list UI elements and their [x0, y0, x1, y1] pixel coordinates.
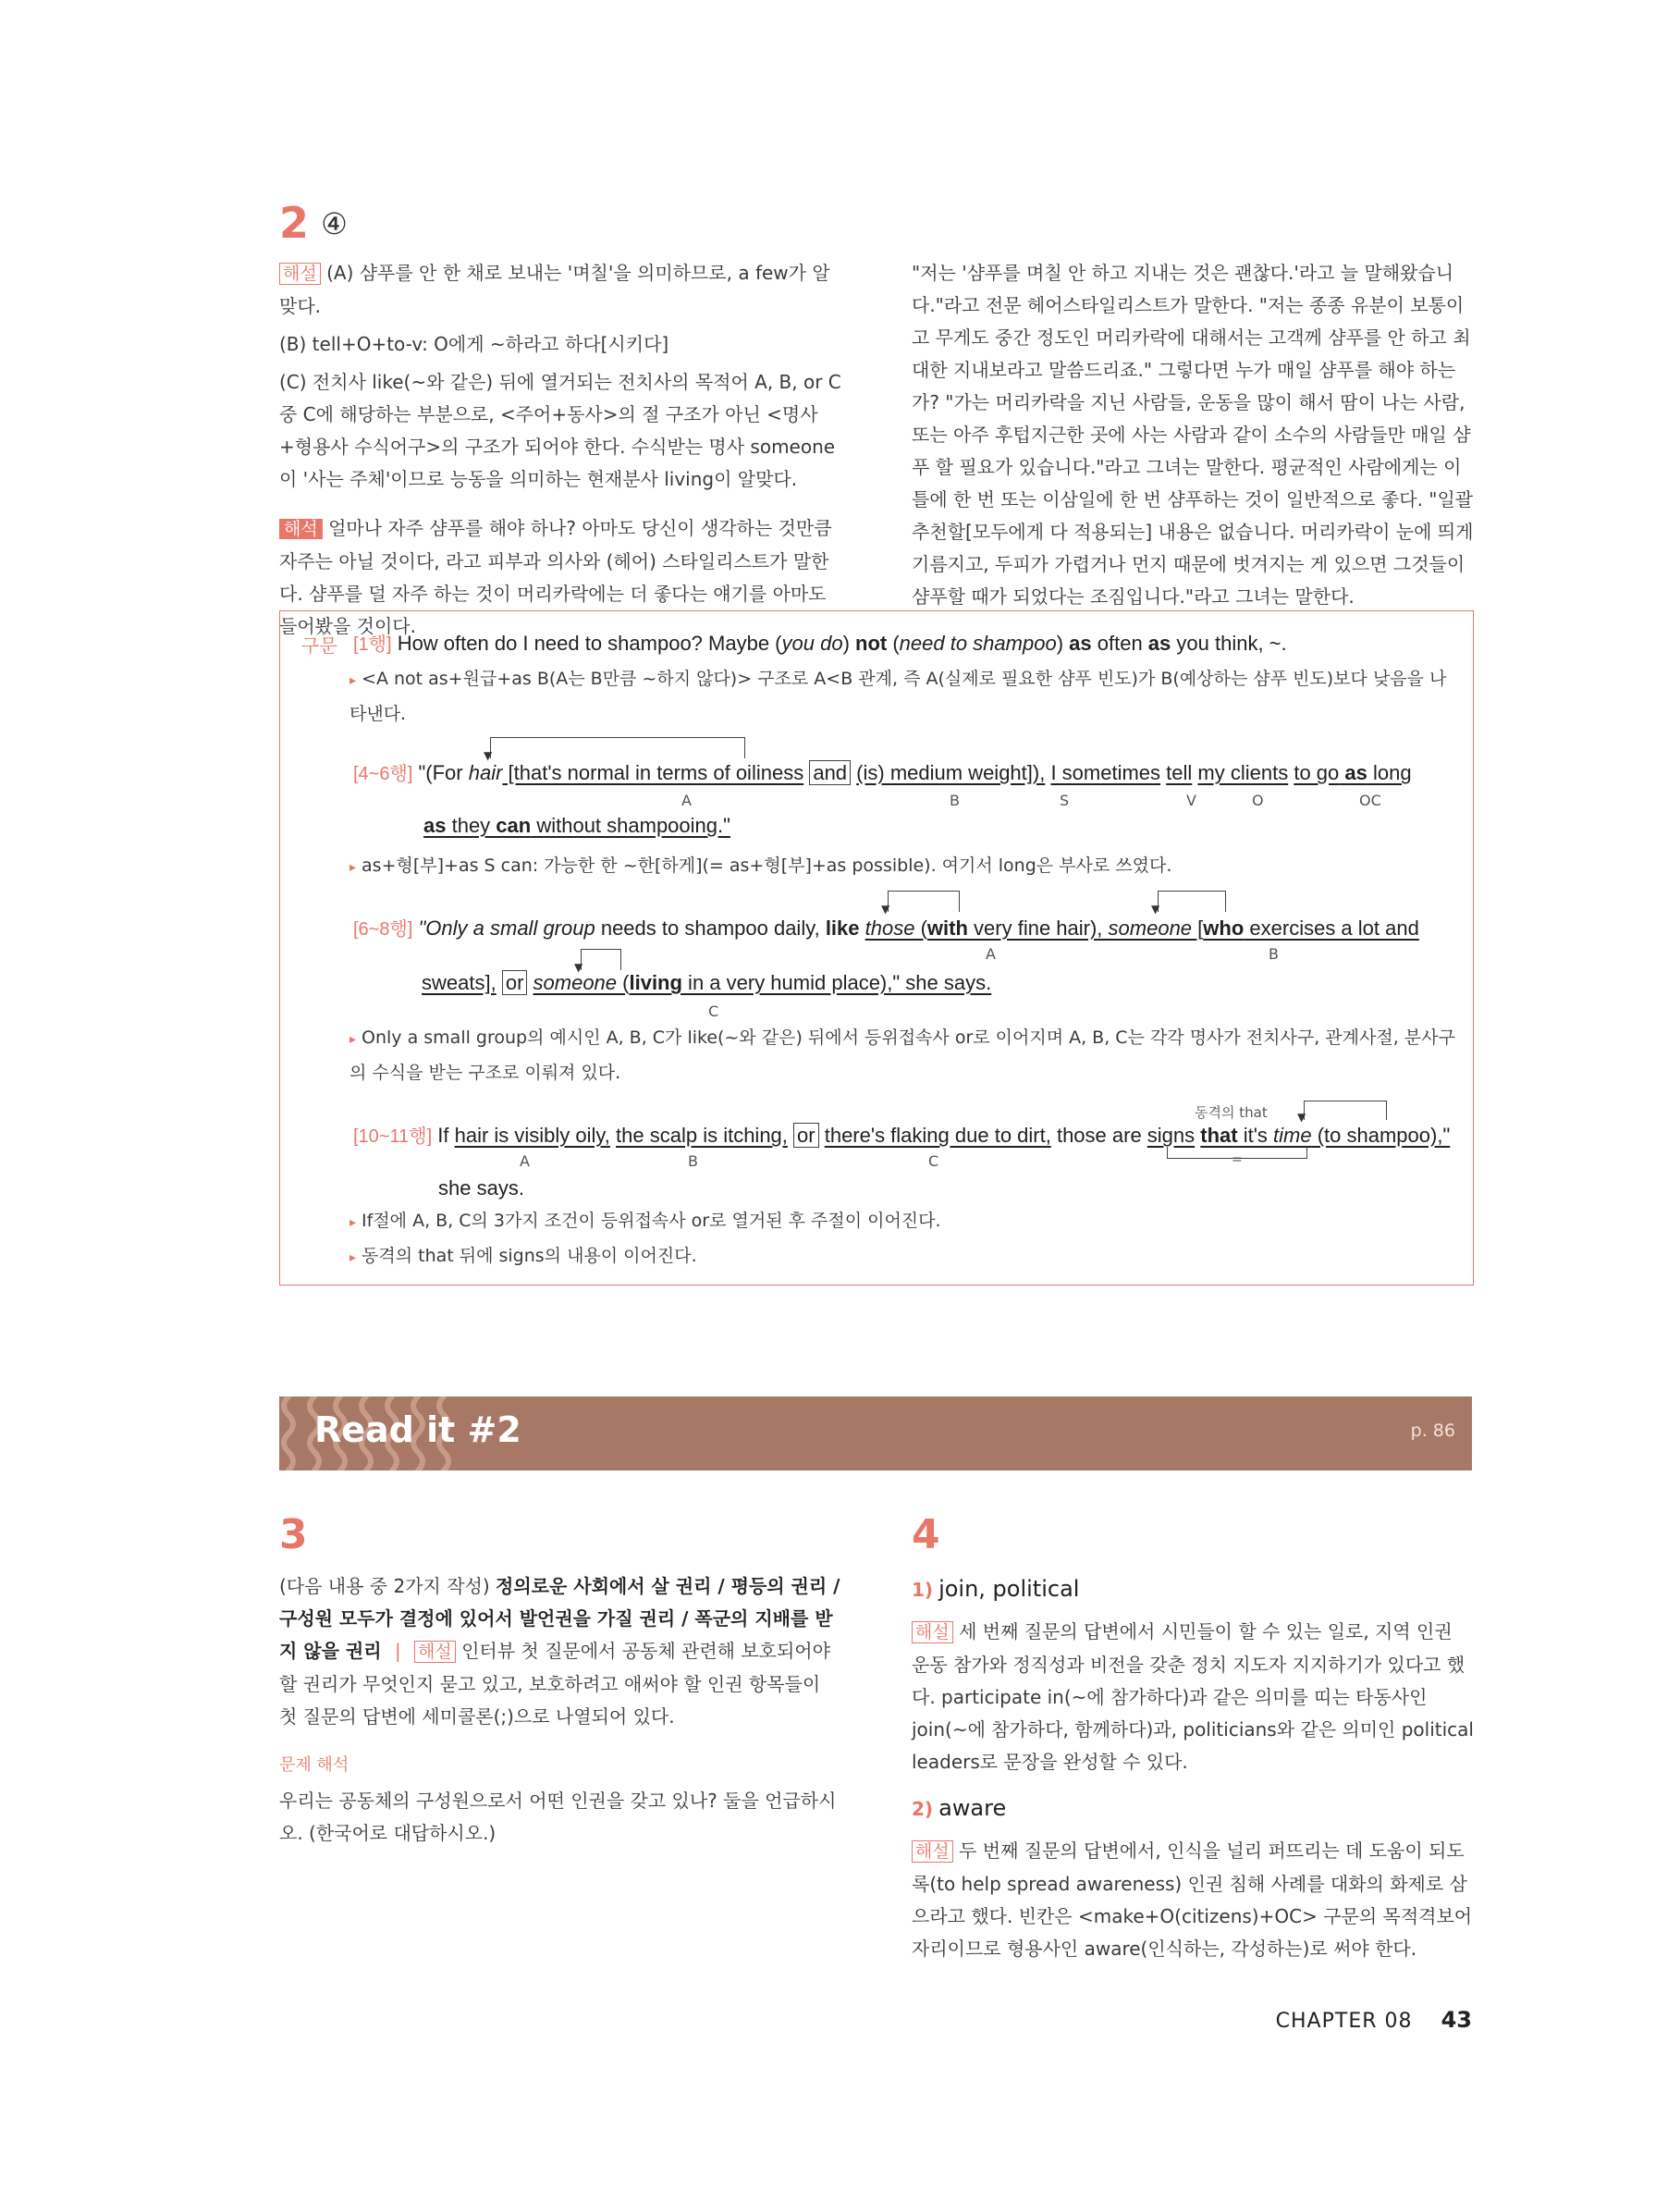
s4-italic: time: [1273, 1124, 1312, 1147]
translation-tag: 해석: [279, 519, 323, 539]
q2-right-column: [912, 257, 1474, 613]
q2-explanation-c: (C) 전치사 like(~와 같은) 뒤에 열거되는 전치사의 목적어 A, B, or C 중 C에 해당하는 부분으로, <주어+동사>의 절 구조가 아닌 <명사+형용사 수식어구>의 구조가 되어야 한다. 수식받는 명사 someone이 '사는 주체'이므로 능동을 의미하는 현재분사 living이 알맞다.: [279, 371, 841, 490]
explanation-tag: 해설: [912, 1840, 953, 1863]
s2-part-a: [that's normal in terms of oiliness: [502, 761, 804, 784]
sentence-1: [353, 629, 1287, 656]
s3-text: [: [1192, 917, 1204, 940]
s3-text: (: [617, 971, 630, 994]
s2-arrow-icon: ▼: [484, 749, 493, 762]
s4-note-1: [349, 1204, 1455, 1239]
s4-part-a: hair is visibly oily,: [454, 1124, 610, 1147]
q4-explanation-1: [912, 1616, 1474, 1778]
sentence-3-note: [349, 1021, 1455, 1089]
bullet-icon: ▸: [349, 1032, 357, 1047]
bullet-icon: ▸: [349, 1215, 357, 1230]
explanation-tag: 해설: [414, 1641, 456, 1663]
q2-line-a: (A) 샴푸를 안 한 채로 보내는 '며칠'을 의미하므로, a few가 알맞다.: [279, 262, 830, 317]
s2-object: my clients: [1197, 761, 1289, 784]
sentence-3-ref: [6~8행]: [353, 919, 413, 940]
s2-bold: can: [496, 814, 532, 837]
s2-bold: as: [423, 814, 447, 837]
s1-bold: as: [1147, 632, 1171, 655]
s3-bracket-b: [1158, 891, 1226, 912]
q4-explanation-2: [912, 1835, 1474, 1965]
q3-instruction: (다음 내용 중 2가지 작성): [279, 1575, 496, 1597]
page-number: 43: [1441, 2007, 1472, 2033]
sentence-3: [353, 914, 1419, 941]
bullet-icon: ▸: [349, 1250, 357, 1265]
s3-italic: someone: [1108, 917, 1193, 940]
s2-verb: tell: [1166, 761, 1193, 784]
q2-answer: ④: [321, 206, 348, 241]
s1-text: How often do I need to shampoo? Maybe (: [397, 632, 782, 655]
s2-label-b: B: [950, 792, 960, 809]
s4-appositive-clause: [1200, 1124, 1450, 1147]
q3-sub-title: 문제 해석: [279, 1755, 349, 1775]
s3-italic: "Only a small group: [418, 917, 595, 940]
s4-label-c: C: [928, 1152, 939, 1170]
q3-sub-text: 우리는 공동체의 구성원으로서 어떤 인권을 갖고 있나? 둘을 언급하시오. (한국어로 대답하시오.): [279, 1790, 837, 1844]
s2-label-v: V: [1186, 792, 1196, 809]
s3-part-b: [1109, 917, 1419, 940]
s1-text: you think, ~.: [1171, 632, 1287, 655]
s1-text: often: [1091, 632, 1148, 655]
s3-bracket-a: [888, 891, 960, 912]
s3-arrow-b-icon: ▼: [1151, 903, 1160, 916]
s3-part-c: [533, 971, 992, 994]
q4-answer-2-text: aware: [938, 1795, 1007, 1821]
sentence-2-note: [349, 849, 1455, 884]
q2-translation-text-a: 얼마나 자주 샴푸를 해야 하나? 아마도 당신이 생각하는 것만큼 자주는 아닐 것이다, 라고 피부과 의사와 (헤어) 스타일리스트가 말한다. 샴푸를 덜 자주 하는 것이 머리카락에는 더 좋다는 얘기를 아마도 들어봤을 것이다.: [279, 517, 832, 637]
s2-label-oc: OC: [1359, 792, 1381, 809]
s4-note-text: If절에 A, B, C의 3가지 조건이 등위접속사 or로 열거된 후 주절이 이어진다.: [362, 1211, 941, 1231]
q4-answer-1: [912, 1572, 1474, 1606]
s2-text: without shampooing.": [531, 814, 730, 837]
s4-label-b: B: [688, 1152, 698, 1170]
s3-label-c: C: [708, 1003, 719, 1020]
q4-answer-2: [912, 1791, 1474, 1826]
q2-header: [279, 198, 348, 253]
s3-text: (: [914, 917, 927, 940]
s3-italic: someone: [533, 971, 618, 994]
q2-explanation-a: [279, 257, 843, 323]
s2-text: they: [446, 814, 497, 837]
q2-translation-b: "저는 '샴푸를 며칠 안 하고 지내는 것은 괜찮다.'라고 늘 말해왔습니다."라고 전문 헤어스타일리스트가 말한다. "저는 종종 유분이 보통이고 무게도 중간 정도인 머리카락에 대해서는 고객께 샴푸를 안 하고 최대한 지내보라고 말씀드리죠." 그렇다면 누가 매일 샴푸를 해야 하는가? "가는 머리카락을 지닌 사람들, 운동을 많이 해서 땀이 나는 사람, 또는 아주 후텁지근한 곳에 사는 사람과 같이 소수의 사람들만 매일 샴푸 할 필요가 있습니다."라고 그녀는 말한다. 평균적인 사람에게는 이틀에 한 번 또는 이삼일에 한 번 샴푸하는 것이 일반적으로 좋다. "일괄 추천할[모두에게 다 적용되는] 내용은 없습니다. 머리카락이 눈에 띄게 기름지고, 두피가 가렵거나 먼지 때문에 벗겨지는 게 있으면 그것들이 샴푸할 때가 되었다는 조짐입니다."라고 그녀는 말한다.: [912, 262, 1474, 608]
s4-text: If: [437, 1124, 455, 1147]
footer: [1257, 2007, 1472, 2033]
s2-conjunction-box: and: [809, 760, 851, 785]
sentence-2-line-2: [423, 814, 730, 838]
s3-bold: with: [926, 917, 968, 940]
s1-text: ): [842, 632, 856, 655]
q3-explanation: 인터뷰 첫 질문에서 공동체 관련해 보호되어야 할 권리가 무엇인지 묻고 있고, 보호하려고 애써야 할 인권 항목들이 첫 질문의 답변에 세미콜론(;)으로 나열되어 있다.: [279, 1640, 830, 1728]
s2-label-s: S: [1060, 792, 1070, 809]
sentence-4-ref: [10~11행]: [353, 1126, 433, 1147]
bullet-icon: ▸: [349, 673, 357, 688]
banner-title: Read it #2: [314, 1409, 521, 1450]
s2-italic: hair: [468, 761, 503, 784]
s2-bracket: [490, 737, 745, 758]
sentence-4-notes: [349, 1204, 1455, 1274]
banner-page-ref: p. 86: [1410, 1421, 1455, 1441]
answer-number: 2): [912, 1798, 934, 1820]
s2-note-text: as+형[부]+as S can: 가능한 한 ~한[하게](= as+형[부]+as possible). 여기서 long은 부사로 쓰였다.: [362, 855, 1172, 876]
s4-equals-sign: =: [1232, 1152, 1243, 1167]
s2-line2-underlined: [423, 814, 730, 837]
s3-label-a: A: [986, 945, 996, 963]
read-it-banner: [279, 1396, 1472, 1470]
q4-explanation-1-text: 세 번째 질문의 답변에서 시민들이 할 수 있는 일로, 지역 인권 운동 참가와 정직성과 비전을 갖춘 정치 지도자 지지하기가 있다고 했다. participate in(~에 참가하다)과 같은 의미를 띠는 타동사인 join(~에 참가하다, 함께하다)과, politicians와 같은 의미인 political leaders로 문장을 완성할 수 있다.: [912, 1620, 1474, 1773]
s4-part-c: there's flaking due to dirt,: [824, 1124, 1051, 1147]
s4-bold: that: [1200, 1124, 1238, 1147]
s2-text: to go: [1294, 761, 1340, 784]
s1-italic: you do: [781, 632, 843, 655]
q3-content: [279, 1570, 843, 1850]
s3-note-text: Only a small group의 예시인 A, B, C가 like(~와 같은) 뒤에서 등위접속사 or로 이어지며 A, B, C는 각각 명사가 전치사구, 관계사절, 분사구의 수식을 받는 구조로 이뤄져 있다.: [349, 1027, 1455, 1083]
s4-note-2: [349, 1239, 1455, 1274]
s3-part-a: [865, 917, 1109, 940]
q4-number: 4: [912, 1511, 940, 1558]
sentence-1-note: [349, 662, 1455, 731]
q4-answer-1-text: join, political: [938, 1576, 1080, 1602]
sentence-1-ref: [1행]: [353, 634, 392, 655]
s2-label-o: O: [1252, 792, 1264, 809]
s3-bold: living: [629, 971, 682, 994]
s3-bracket-c: [581, 949, 621, 970]
q3-answer: [279, 1570, 843, 1733]
s3-italic: those: [865, 917, 915, 940]
s4-part-b: the scalp is itching,: [616, 1124, 788, 1147]
s2-subject: I sometimes: [1050, 761, 1161, 784]
separator: |: [394, 1640, 401, 1662]
s1-text: (: [887, 632, 900, 655]
grammar-label: 구문: [301, 634, 337, 657]
s3-bold: who: [1203, 917, 1245, 940]
q3-answer-text: 정의로운 사회에서 살 권리 / 평등의 권리 / 구성원 모두가 결정에 있어서 발언권을 가질 권리 / 폭군의 지배를 받지 않을 권리: [279, 1575, 840, 1662]
q2-explanation-b: (B) tell+O+to-v: O에게 ~하라고 하다[시키다]: [279, 333, 669, 355]
chapter-label: CHAPTER 08: [1275, 2010, 1413, 2033]
sentence-4: [353, 1121, 1450, 1148]
q4-explanation-2-text: 두 번째 질문의 답변에서, 인식을 널리 퍼뜨리는 데 도움이 되도록(to help spread awareness) 인권 침해 사례를 대화의 화제로 삼으라고 했다. 빈칸은 <make+O(citizens)+OC> 구문의 목적격보어 자리이므로 형용사인 aware(인식하는, 각성하는)로 써야 한다.: [912, 1839, 1473, 1960]
s4-conjunction-box: or: [793, 1123, 819, 1148]
s3-text: very fine hair),: [967, 917, 1109, 940]
explanation-tag: 해설: [279, 263, 321, 285]
s2-part-b: (is) medium weight]),: [856, 761, 1046, 784]
s3-conjunction-box: or: [502, 970, 528, 995]
s3-text: needs to shampoo daily,: [595, 917, 826, 940]
s2-label-a: A: [681, 792, 692, 809]
s4-text: (to shampoo),": [1311, 1124, 1451, 1147]
s4-bracket: [1304, 1101, 1387, 1120]
s3-arrow-a-icon: ▼: [881, 903, 890, 916]
sentence-2: [353, 758, 1412, 785]
s4-text: it's: [1237, 1124, 1274, 1147]
explanation-tag: 해설: [912, 1621, 953, 1643]
s3-bold: like: [825, 917, 860, 940]
answer-number: 1): [912, 1579, 934, 1601]
s2-text: long: [1367, 761, 1412, 784]
s4-appositive-label: 동격의 that: [1195, 1104, 1268, 1121]
s1-bold: as: [1069, 632, 1092, 655]
s1-text: ): [1056, 632, 1070, 655]
s4-note-text: 동격의 that 뒤에 signs의 내용이 이어진다.: [362, 1246, 697, 1266]
bullet-icon: ▸: [349, 860, 357, 875]
s1-note-text: <A not as+원급+as B(A는 B만큼 ~하지 않다)> 구조로 A<B 관계, 즉 A(실제로 필요한 샴푸 빈도)가 B(예상하는 샴푸 빈도)보다 낮음을 나타낸다.: [349, 669, 1447, 724]
s4-label-a: A: [520, 1152, 530, 1170]
s4-arrow-icon: ▼: [1297, 1111, 1306, 1124]
s4-text: those are: [1050, 1124, 1147, 1147]
q2-number: 2: [279, 198, 310, 248]
sentence-4-line-2: she says.: [438, 1176, 524, 1200]
q3-number: 3: [279, 1511, 308, 1558]
s2-complement: [1294, 761, 1411, 784]
s3-arrow-c-icon: ▼: [574, 961, 583, 974]
s2-text: "(For: [418, 761, 469, 784]
s2-bold: as: [1344, 761, 1367, 784]
s3-text: in a very humid place)," she says.: [681, 971, 992, 994]
q2-left-column: [279, 257, 843, 643]
s1-italic: need to shampoo: [899, 632, 1057, 655]
s1-bold: not: [855, 632, 888, 655]
s3-label-b: B: [1269, 945, 1279, 963]
q4-content: [912, 1572, 1474, 1965]
s3-text: exercises a lot and: [1244, 917, 1419, 940]
sentence-3-line-2: [422, 971, 991, 995]
sentence-2-ref: [4~6행]: [353, 764, 413, 784]
s3-text: sweats],: [422, 971, 497, 994]
s4-signs: signs: [1147, 1124, 1196, 1147]
